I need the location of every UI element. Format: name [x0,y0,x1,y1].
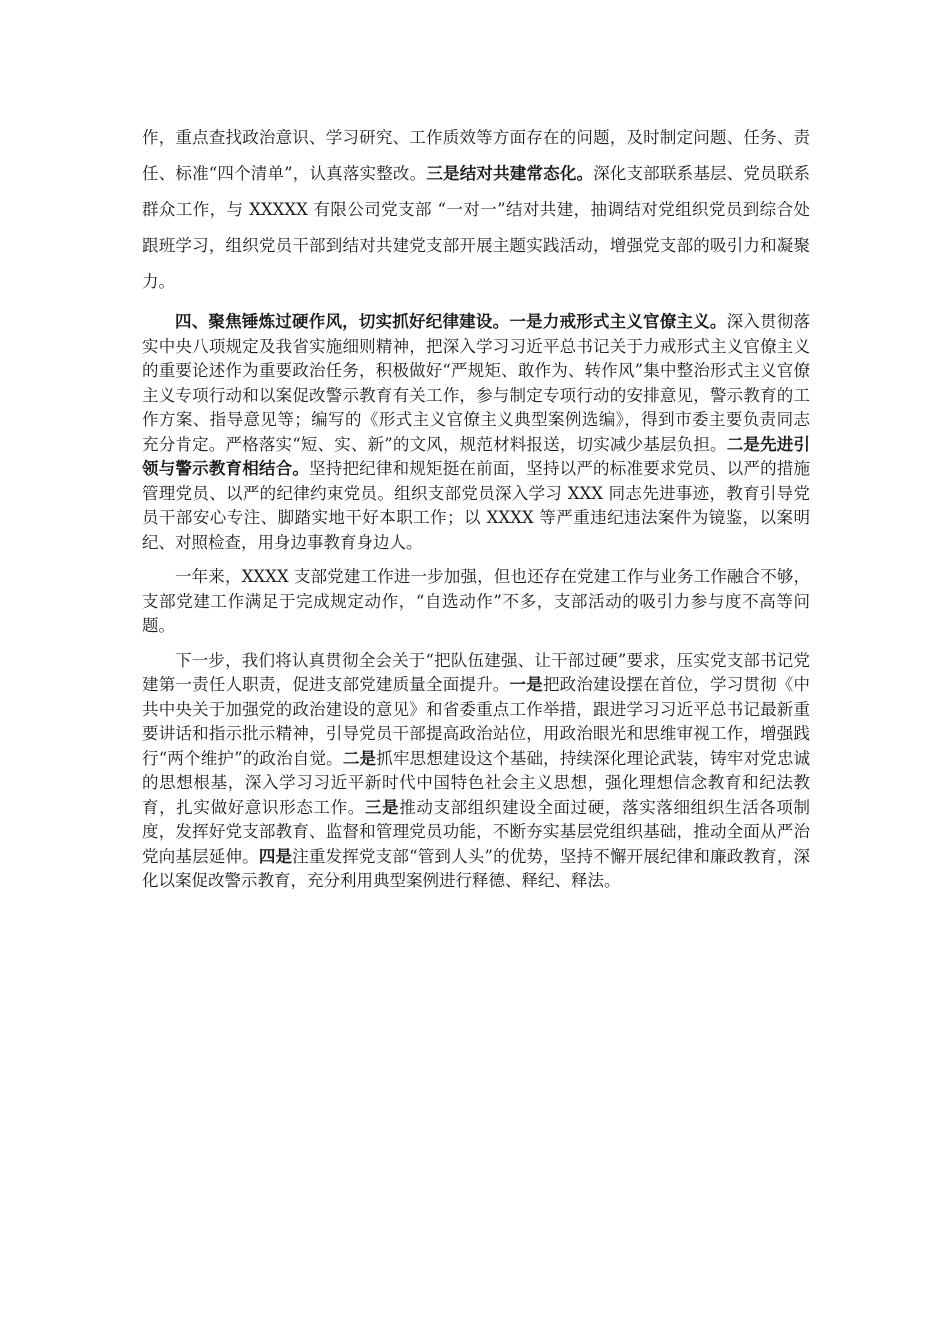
text-run: 坚持把纪律和规矩挺在前面，坚持以严的标准要求党员、以严的措施管理党员、以严的纪律约束党员。组织支部党员深入学习 XXX 同志先进事迹，教育引导党员干部安心专注、脚踏实地干好本职工作；以 XXXX 等严重违纪违法案件为镜鉴，以案明纪、对照检查，用身边事教育身边人。 [142,459,811,552]
text-run: 下一步，我们将认真贯彻全会关于“把队伍建强、让干部过硬”要求，压实党支部书记党建第一责任人职责，促进支部党建质量全面提升。 [142,650,810,694]
text-run: 抓牢思想建设这个基础，持续深化理论武装，铸牢对党忠诚的思想根基，深入学习习近平新时代中国特色社会主义思想，强化理想信念教育和纪法教育，扎实做好意识形态工作。 [142,748,811,817]
text-run: 推动支部组织建设全面过硬，落实落细组织生活各项制度，发挥好党支部教育、监督和管理党员功能，不断夯实基层党组织基础，推动全面从严治党向基层延伸。 [142,797,811,866]
paragraph-year-summary [142,565,810,639]
text-run: 注重发挥党支部“管到人头”的优势，坚持不懈开展纪律和廉政教育，深化以案促改警示教育，充分利用典型案例进行释德、释纪、释法。 [142,846,811,890]
paragraph-continuation [142,120,810,300]
text-run: 深化支部联系基层、党员联系群众工作，与 XXXXX 有限公司党支部 “一对一”结对共建，抽调结对党组织党员到综合处跟班学习，组织党员干部到结对共建党支部开展主题实践活动，增强党支部的吸引力和凝聚力。 [142,164,811,291]
section-heading: 四、聚焦锤炼过硬作风，切实抓好纪律建设。一是力戒形式主义官僚主义。 [175,312,727,331]
bold-heading-run: 二是先进引领与警示教育相结合。 [142,434,810,478]
bold-heading-run: 三是结对共建常态化。 [426,164,594,183]
paragraph-next-steps [142,649,810,894]
bold-heading-run: 二是 [342,748,377,768]
document-page [142,120,810,894]
paragraph-section-four [142,310,810,555]
bold-heading-run: 一是 [509,675,543,694]
text-run: 作，重点查找政治意识、学习研究、工作质效等方面存在的问题，及时制定问题、任务、责任、标准“四个清单”，认真落实整改。 [142,128,810,183]
text-run: 一年来，XXXX 支部党建工作进一步加强，但也还存在党建工作与业务工作融合不够，支部党建工作满足于完成规定动作，“自选动作”不多，支部活动的吸引力参与度不高等问题。 [142,567,810,635]
text-run: 深入贯彻落实中央八项规定及我省实施细则精神，把深入学习习近平总书记关于力戒形式主义官僚主义的重要论述作为重要政治任务，积极做好“严规矩、敢作为、转作风”集中整治形式主义官僚主义专项行动和以案促改警示教育有关工作，参与制定专项行动的安排意见，警示教育的工作方案、指导意见等；编写的《形式主义官僚主义典型案例选编》，得到市委主要负责同志充分肯定。严格落实“短、实、新”的文风，规范材料报送，切实减少基层负担。 [142,312,811,454]
bold-heading-run: 四是 [258,846,293,866]
text-run: 把政治建设摆在首位，学习贯彻《中共中央关于加强党的政治建设的意见》和省委重点工作举措，跟进学习习近平总书记最新重要讲话和指示批示精神，引导党员干部提高政治站位，用政治眼光和思维审视工作，增强践行“两个维护”的政治自觉。 [142,675,811,768]
bold-heading-run: 三是 [364,797,400,817]
